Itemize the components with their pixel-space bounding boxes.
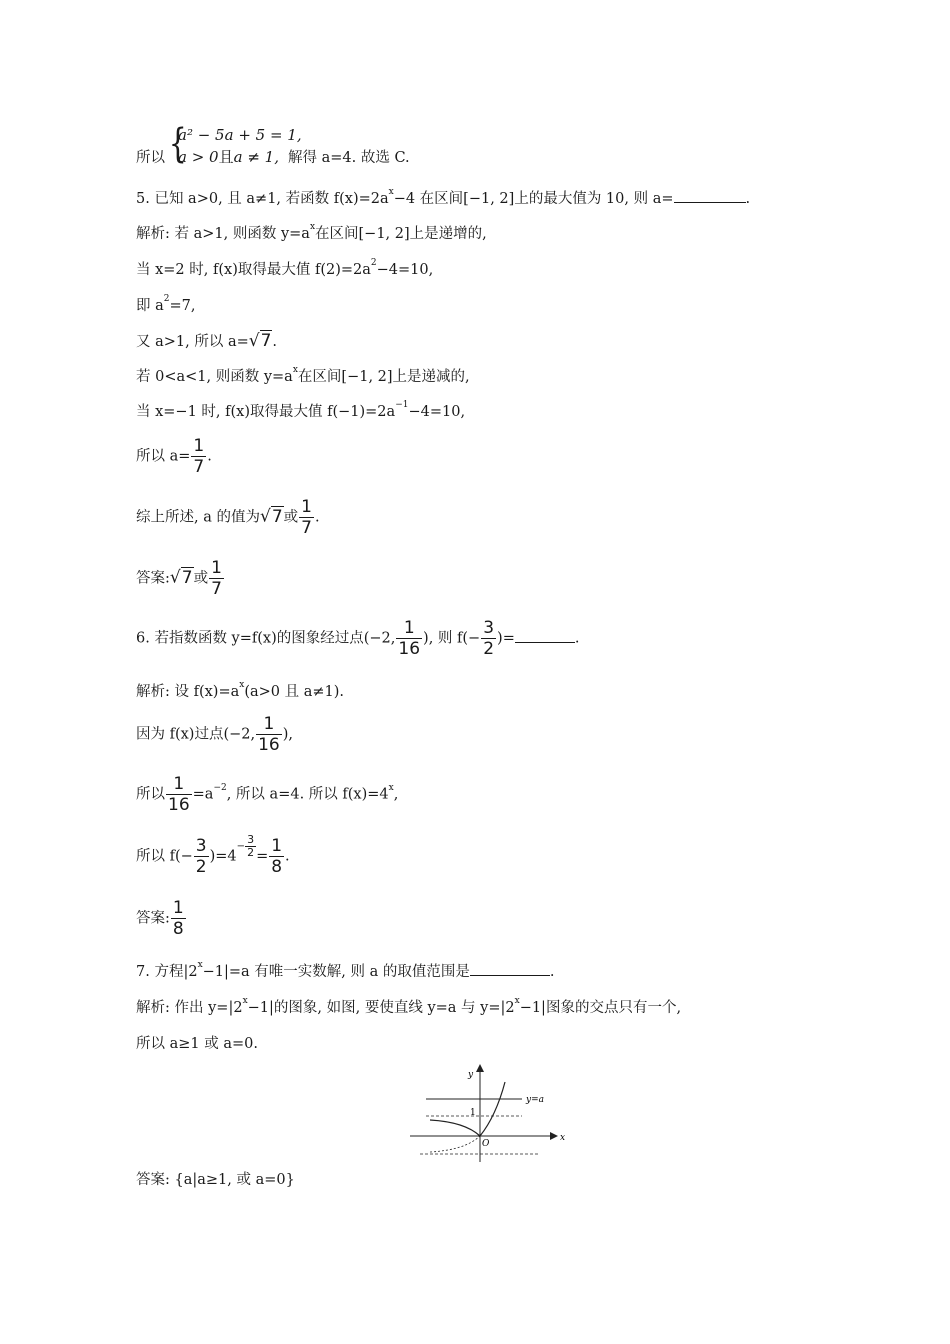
y-label: y	[468, 1070, 474, 1080]
fraction: $\frac{1}{7}$	[301, 497, 312, 538]
q5-solution-1: 解析: 若 a>1, 则函数 $y=a^x$在区间[−1, 2]上是递增的,	[136, 222, 487, 242]
exponent: − 3 2	[236, 832, 255, 859]
q6-answer: 答案: $\frac{1}{8}$	[136, 898, 184, 939]
q6-solution-1: 解析: 设 $f(x)=a^x(a>0$ 且 a≠1).	[136, 680, 345, 700]
fraction: $\frac{3}{2}$	[195, 836, 207, 877]
q6-solution-2: 因为 f(x)过点(−2, $\frac{1}{16}$ ),	[136, 714, 294, 755]
fraction: $\frac{1}{16}$	[398, 618, 421, 659]
fraction: $\frac{1}{7}$	[211, 558, 222, 599]
q5-question: 5. 已知 a>0, 且 a≠1, 若函数 $f(x)=2a^x-4$ 在区间[−1, 2]上的最大值为 10, 则 a= .	[136, 187, 751, 207]
graph-figure	[410, 1064, 570, 1164]
fraction: $\frac{3}{2}$	[483, 618, 495, 659]
x-label: x	[560, 1133, 566, 1143]
fraction: $\frac{1}{8}$	[271, 836, 283, 877]
system-prefix: 所以	[136, 150, 165, 166]
sqrt: √7	[259, 506, 283, 527]
fraction: $\frac{1}{7}$	[193, 436, 205, 477]
graph-svg	[410, 1064, 570, 1164]
sqrt: √7	[169, 567, 193, 588]
answer-blank	[674, 202, 746, 203]
q7-question: 7. 方程$|2^x-1|=a$ 有唯一实数解, 则 a 的取值范围是 .	[136, 960, 555, 980]
q5-solution-3: 即 $a^2=7$,	[136, 294, 196, 314]
q7-solution-2: 所以 a≥1 或 a=0.	[136, 1036, 258, 1052]
answer-blank	[515, 642, 575, 643]
q6-question: 6. 若指数函数 y=f(x)的图象经过点(−2, $\frac{1}{16}$ ), 则 f(− $\frac{3}{2}$ )= .	[136, 618, 580, 659]
system-suffix: 解得 a=4. 故选 C.	[288, 150, 410, 166]
q5-solution-4: 又 a>1, 所以 a=√7.	[136, 331, 278, 351]
system-row-2: a > 0且a ≠ 1,	[178, 148, 279, 166]
q6-solution-3: 所以 $\frac{1}{16}$ $=a^{-2}$, 所以 a=4. 所以 $f(x)=4^x$,	[136, 774, 399, 815]
fraction: $\frac{1}{8}$	[172, 898, 184, 939]
line-label: y=a	[526, 1095, 544, 1105]
one-label: 1	[470, 1108, 476, 1118]
x-arrow	[550, 1132, 558, 1140]
q5-solution-8: 综上所述, a 的值为√7或 $\frac{1}{7}$ .	[136, 497, 320, 538]
fraction: $\frac{1}{16}$	[258, 714, 280, 755]
sqrt: √7	[248, 331, 272, 351]
curve-right	[480, 1082, 505, 1136]
curve-dashed	[430, 1136, 480, 1152]
q5-solution-5: 若 0<a<1, 则函数 $y=a^x$在区间[−1, 2]上是递减的,	[136, 365, 470, 385]
q5-solution-6: 当 x=−1 时, f(x)取得最大值 $f(-1)=2a^{-1}-4=10$,	[136, 400, 466, 420]
y-arrow	[476, 1064, 484, 1072]
q5-answer: 答案:√7或 $\frac{1}{7}$	[136, 558, 222, 599]
fraction: $\frac{1}{16}$	[168, 774, 190, 815]
q5-solution-2: 当 x=2 时, f(x)取得最大值 $f(2)=2a^2-4=10$,	[136, 258, 434, 278]
q7-solution-1: 解析: 作出 $y=|2^x-1|$的图象, 如图, 要使直线 y=a 与 $y=|2^x-1|$图象的交点只有一个,	[136, 996, 682, 1016]
origin-label: O	[482, 1139, 490, 1149]
answer-blank	[470, 975, 550, 976]
q7-answer: 答案: {a|a≥1, 或 a=0}	[136, 1172, 295, 1188]
q5-solution-7: 所以 a= $\frac{1}{7}$ .	[136, 436, 212, 477]
system-row-1: a² − 5a + 5 = 1,	[178, 126, 302, 144]
curve-left	[430, 1120, 480, 1136]
q6-solution-4: 所以 f(− $\frac{3}{2}$ )$=4^{- \frac{3}{2}}$ = $\frac{1}{8}$ .	[136, 832, 290, 877]
brace: {	[168, 121, 187, 167]
